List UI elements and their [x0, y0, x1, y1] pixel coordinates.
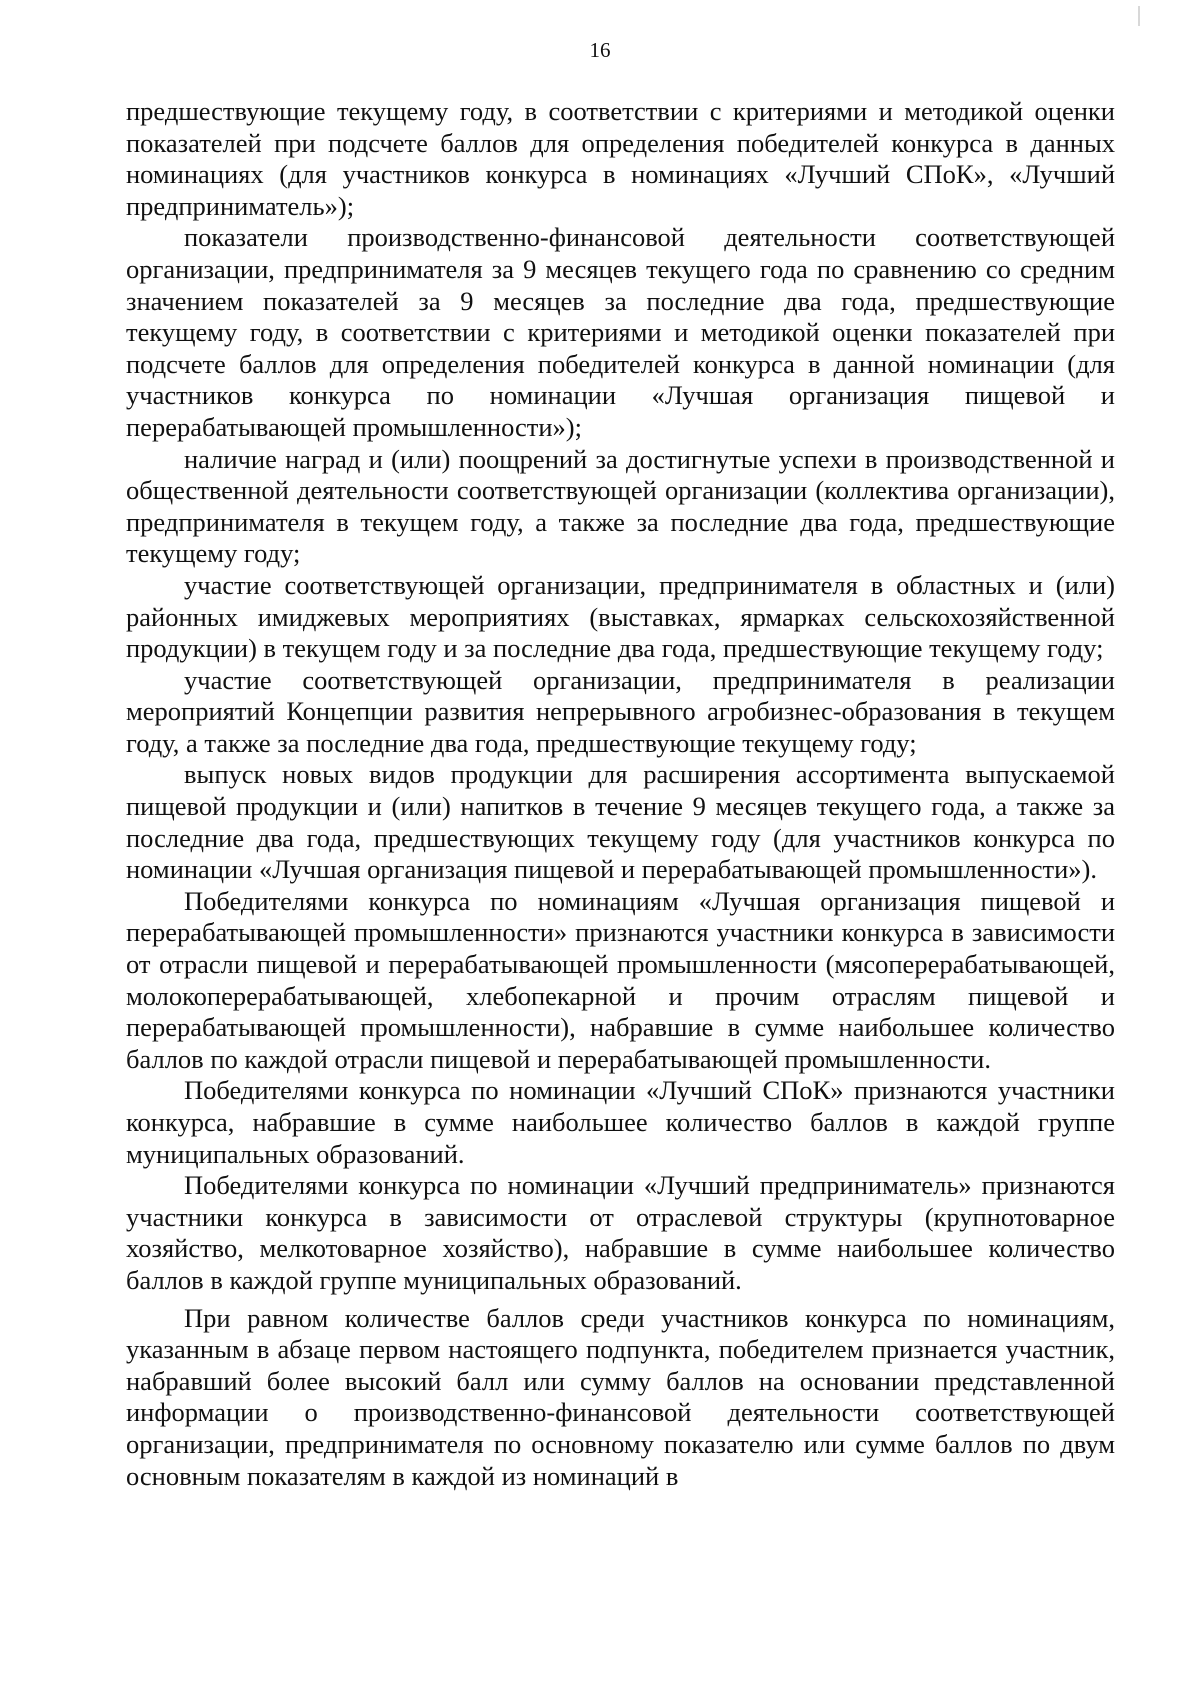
paragraph-image-events: участие соответствующей организации, предпринимателя в областных и (или) районных имиджевых мероприятиях (выставках, ярмарках сельскохозяйственной продукции) в текущем году и за последние два года, предшествующие текущему году;	[126, 569, 1115, 664]
paragraph-awards: наличие наград и (или) поощрений за достигнутые успехи в производственной и общественной деятельности соответствующей организации (коллектива организации), предпринимателя в текущем году, а также за последние два года, предшествующие текущему году;	[126, 443, 1115, 569]
paragraph-agrobusiness-education: участие соответствующей организации, предпринимателя в реализации мероприятий Концепции развития непрерывного агробизнес-образования в текущем году, а также за последние два года, предшествующие текущему году;	[126, 664, 1115, 758]
paragraph-continuation: предшествующие текущему году, в соответствии с критериями и методикой оценки показателей при подсчете баллов для определения победителей конкурса в данных номинациях (для участников конкурса в номинациях «Лучший СПоК», «Лучший предприниматель»);	[126, 96, 1115, 221]
paragraph-winners-food-industry: Победителями конкурса по номинациям «Лучшая организация пищевой и перерабатывающей промышленности» признаются участники конкурса в зависимости от отрасли пищевой и перерабатывающей промышленности (мясоперерабатывающей, молокоперерабатывающей, хлебопекарной и прочим отраслям пищевой и перерабатывающей промышленности), набравшие в сумме наибольшее количество баллов по каждой отрасли пищевой и перерабатывающей промышленности.	[126, 885, 1115, 1074]
paragraph-winners-spok: Победителями конкурса по номинации «Лучший СПоК» признаются участники конкурса, набравшие в сумме наибольшее количество баллов в каждой группе муниципальных образований.	[126, 1075, 1115, 1169]
paragraph-new-products: выпуск новых видов продукции для расширения ассортимента выпускаемой пищевой продукции и (или) напитков в течение 9 месяцев текущего года, а также за последние два года, предшествующих текущему году (для участников конкурса по номинации «Лучшая организация пищевой и перерабатывающей промышленности»).	[126, 759, 1115, 885]
page-number: 16	[589, 38, 611, 62]
paragraph-equal-points: При равном количестве баллов среди участников конкурса по номинациям, указанным в абзаце первом настоящего подпункта, победителем признается участник, набравший более высокий балл или сумму баллов на основании представленной информации о производственно-финансовой деятельности соответствующей организации, предпринимателя по основному показателю или сумме баллов по двум основным показателям в каждой из номинаций в	[126, 1302, 1115, 1491]
document-body	[126, 96, 1115, 1492]
paragraph-financial-indicators: показатели производственно-финансовой деятельности соответствующей организации, предпринимателя за 9 месяцев текущего года по сравнению со средним значением показателей за 9 месяцев за последние два года, предшествующие текущему году, в соответствии с критериями и методикой оценки показателей при подсчете баллов для определения победителей конкурса в данной номинации (для участников конкурса по номинации «Лучшая организация пищевой и перерабатывающей промышленности»);	[126, 222, 1115, 442]
scan-edge-mark	[1138, 6, 1140, 26]
paragraph-winners-entrepreneur: Победителями конкурса по номинации «Лучший предприниматель» признаются участники конкурса в зависимости от отраслевой структуры (крупнотоварное хозяйство, мелкотоварное хозяйство), набравшие в сумме наибольшее количество баллов в каждой группе муниципальных образований.	[126, 1170, 1115, 1295]
